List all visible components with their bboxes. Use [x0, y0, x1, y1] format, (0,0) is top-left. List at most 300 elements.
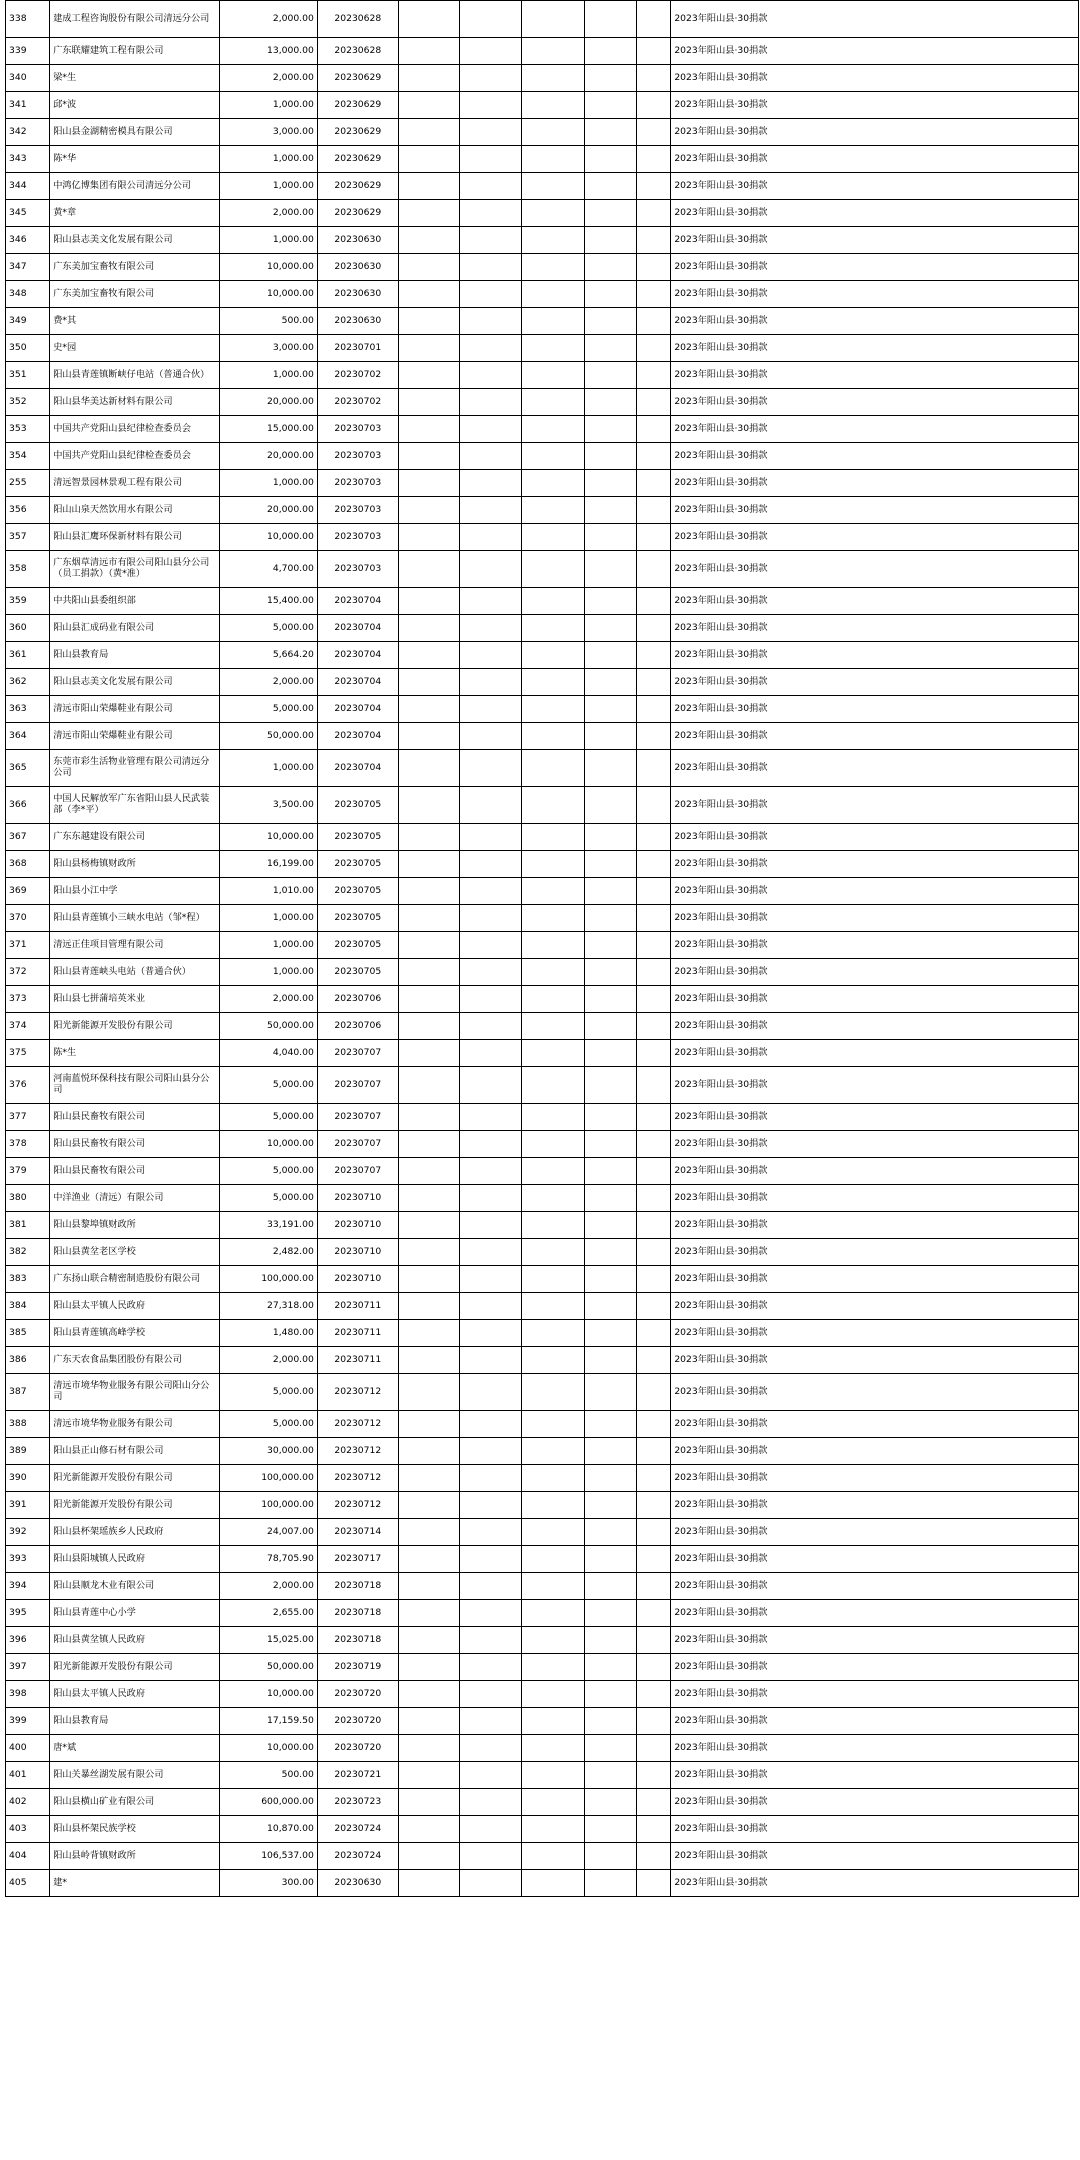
cell-note[interactable]: 2023年阳山县·30捐款	[671, 254, 1079, 281]
cell-blank-i[interactable]	[636, 1374, 670, 1411]
cell-date[interactable]: 20230707	[317, 1040, 398, 1067]
cell-donor-name[interactable]: 阳山县青莲镇高峰学校	[50, 1320, 219, 1347]
cell-blank-g[interactable]	[521, 119, 585, 146]
cell-blank-g[interactable]	[521, 1762, 585, 1789]
cell-blank-e[interactable]	[398, 1654, 459, 1681]
cell-donor-name[interactable]: 阳山县民畜牧有限公司	[50, 1131, 219, 1158]
table-row[interactable]	[6, 146, 1079, 173]
table-row[interactable]	[6, 362, 1079, 389]
cell-date[interactable]: 20230712	[317, 1465, 398, 1492]
cell-index[interactable]: 404	[6, 1843, 50, 1870]
cell-amount[interactable]: 5,000.00	[219, 1067, 317, 1104]
cell-amount[interactable]: 50,000.00	[219, 723, 317, 750]
cell-donor-name[interactable]: 阳山县小江中学	[50, 878, 219, 905]
cell-date[interactable]: 20230710	[317, 1266, 398, 1293]
cell-donor-name[interactable]: 阳山县志美文化发展有限公司	[50, 669, 219, 696]
table-row[interactable]	[6, 38, 1079, 65]
cell-blank-i[interactable]	[636, 1492, 670, 1519]
cell-blank-g[interactable]	[521, 1735, 585, 1762]
cell-blank-f[interactable]	[460, 1654, 521, 1681]
cell-blank-i[interactable]	[636, 1438, 670, 1465]
cell-donor-name[interactable]: 阳光新能源开发股份有限公司	[50, 1492, 219, 1519]
cell-blank-g[interactable]	[521, 1627, 585, 1654]
cell-blank-e[interactable]	[398, 1, 459, 38]
table-row[interactable]	[6, 1131, 1079, 1158]
cell-index[interactable]: 350	[6, 335, 50, 362]
cell-blank-g[interactable]	[521, 200, 585, 227]
cell-index[interactable]: 353	[6, 416, 50, 443]
cell-blank-g[interactable]	[521, 146, 585, 173]
cell-amount[interactable]: 17,159.50	[219, 1708, 317, 1735]
table-row[interactable]	[6, 1492, 1079, 1519]
cell-donor-name[interactable]: 阳山县志美文化发展有限公司	[50, 227, 219, 254]
table-row[interactable]	[6, 308, 1079, 335]
table-row[interactable]	[6, 470, 1079, 497]
table-row[interactable]	[6, 443, 1079, 470]
cell-donor-name[interactable]: 阳光新能源开发股份有限公司	[50, 1654, 219, 1681]
cell-index[interactable]: 371	[6, 932, 50, 959]
cell-blank-i[interactable]	[636, 1708, 670, 1735]
cell-blank-e[interactable]	[398, 416, 459, 443]
cell-donor-name[interactable]: 阳山山泉天然饮用水有限公司	[50, 497, 219, 524]
cell-note[interactable]: 2023年阳山县·30捐款	[671, 92, 1079, 119]
cell-blank-h[interactable]	[585, 1013, 637, 1040]
cell-blank-e[interactable]	[398, 1465, 459, 1492]
cell-date[interactable]: 20230712	[317, 1374, 398, 1411]
cell-index[interactable]: 383	[6, 1266, 50, 1293]
cell-blank-f[interactable]	[460, 1870, 521, 1897]
cell-date[interactable]: 20230718	[317, 1627, 398, 1654]
cell-blank-i[interactable]	[636, 642, 670, 669]
cell-blank-i[interactable]	[636, 200, 670, 227]
cell-blank-e[interactable]	[398, 615, 459, 642]
cell-blank-g[interactable]	[521, 92, 585, 119]
cell-blank-g[interactable]	[521, 1492, 585, 1519]
cell-note[interactable]: 2023年阳山县·30捐款	[671, 335, 1079, 362]
cell-blank-i[interactable]	[636, 335, 670, 362]
cell-blank-i[interactable]	[636, 389, 670, 416]
cell-blank-g[interactable]	[521, 470, 585, 497]
cell-index[interactable]: 349	[6, 308, 50, 335]
cell-date[interactable]: 20230705	[317, 787, 398, 824]
cell-donor-name[interactable]: 东莞市彩生活物业管理有限公司清远分公司	[50, 750, 219, 787]
cell-note[interactable]: 2023年阳山县·30捐款	[671, 1266, 1079, 1293]
cell-blank-e[interactable]	[398, 878, 459, 905]
cell-blank-f[interactable]	[460, 723, 521, 750]
cell-blank-f[interactable]	[460, 1131, 521, 1158]
cell-donor-name[interactable]: 唐*斌	[50, 1735, 219, 1762]
cell-note[interactable]: 2023年阳山县·30捐款	[671, 1546, 1079, 1573]
cell-blank-e[interactable]	[398, 1681, 459, 1708]
cell-date[interactable]: 20230717	[317, 1546, 398, 1573]
cell-blank-f[interactable]	[460, 524, 521, 551]
table-row[interactable]	[6, 551, 1079, 588]
cell-blank-h[interactable]	[585, 905, 637, 932]
cell-blank-f[interactable]	[460, 1212, 521, 1239]
cell-blank-h[interactable]	[585, 1735, 637, 1762]
cell-blank-h[interactable]	[585, 642, 637, 669]
cell-note[interactable]: 2023年阳山县·30捐款	[671, 65, 1079, 92]
cell-blank-h[interactable]	[585, 1067, 637, 1104]
table-row[interactable]	[6, 1067, 1079, 1104]
cell-blank-e[interactable]	[398, 92, 459, 119]
cell-index[interactable]: 399	[6, 1708, 50, 1735]
cell-blank-f[interactable]	[460, 173, 521, 200]
cell-blank-i[interactable]	[636, 1843, 670, 1870]
table-row[interactable]	[6, 615, 1079, 642]
cell-blank-g[interactable]	[521, 787, 585, 824]
cell-blank-g[interactable]	[521, 723, 585, 750]
cell-amount[interactable]: 5,000.00	[219, 696, 317, 723]
cell-donor-name[interactable]: 邱*波	[50, 92, 219, 119]
table-row[interactable]	[6, 905, 1079, 932]
cell-amount[interactable]: 24,007.00	[219, 1519, 317, 1546]
cell-date[interactable]: 20230703	[317, 443, 398, 470]
table-row[interactable]	[6, 1239, 1079, 1266]
cell-donor-name[interactable]: 清远正佳项目管理有限公司	[50, 932, 219, 959]
cell-blank-h[interactable]	[585, 1870, 637, 1897]
cell-blank-h[interactable]	[585, 92, 637, 119]
cell-index[interactable]: 367	[6, 824, 50, 851]
cell-blank-h[interactable]	[585, 416, 637, 443]
cell-amount[interactable]: 5,000.00	[219, 1374, 317, 1411]
cell-blank-g[interactable]	[521, 932, 585, 959]
cell-date[interactable]: 20230703	[317, 470, 398, 497]
cell-blank-g[interactable]	[521, 1212, 585, 1239]
cell-date[interactable]: 20230724	[317, 1843, 398, 1870]
cell-blank-h[interactable]	[585, 524, 637, 551]
cell-note[interactable]: 2023年阳山县·30捐款	[671, 362, 1079, 389]
cell-date[interactable]: 20230704	[317, 642, 398, 669]
cell-blank-h[interactable]	[585, 308, 637, 335]
cell-blank-f[interactable]	[460, 416, 521, 443]
cell-index[interactable]: 338	[6, 1, 50, 38]
cell-blank-e[interactable]	[398, 389, 459, 416]
cell-blank-h[interactable]	[585, 1492, 637, 1519]
cell-blank-i[interactable]	[636, 1654, 670, 1681]
cell-blank-e[interactable]	[398, 1040, 459, 1067]
cell-donor-name[interactable]: 广东美加宝畜牧有限公司	[50, 254, 219, 281]
cell-donor-name[interactable]: 史*园	[50, 335, 219, 362]
cell-blank-e[interactable]	[398, 470, 459, 497]
cell-blank-e[interactable]	[398, 1347, 459, 1374]
table-row[interactable]	[6, 416, 1079, 443]
table-row[interactable]	[6, 1816, 1079, 1843]
cell-blank-f[interactable]	[460, 200, 521, 227]
cell-blank-h[interactable]	[585, 551, 637, 588]
cell-donor-name[interactable]: 阳山县岭背镇财政所	[50, 1843, 219, 1870]
cell-index[interactable]: 380	[6, 1185, 50, 1212]
table-row[interactable]	[6, 696, 1079, 723]
cell-date[interactable]: 20230628	[317, 1, 398, 38]
cell-note[interactable]: 2023年阳山县·30捐款	[671, 416, 1079, 443]
cell-note[interactable]: 2023年阳山县·30捐款	[671, 1104, 1079, 1131]
cell-date[interactable]: 20230705	[317, 959, 398, 986]
cell-amount[interactable]: 5,000.00	[219, 1411, 317, 1438]
cell-amount[interactable]: 20,000.00	[219, 497, 317, 524]
cell-amount[interactable]: 10,000.00	[219, 524, 317, 551]
cell-amount[interactable]: 10,000.00	[219, 1681, 317, 1708]
cell-blank-g[interactable]	[521, 1708, 585, 1735]
cell-amount[interactable]: 2,000.00	[219, 1347, 317, 1374]
cell-blank-h[interactable]	[585, 1681, 637, 1708]
cell-date[interactable]: 20230629	[317, 146, 398, 173]
cell-blank-f[interactable]	[460, 1013, 521, 1040]
cell-donor-name[interactable]: 河南蓝悦环保科技有限公司阳山县分公司	[50, 1067, 219, 1104]
cell-amount[interactable]: 10,870.00	[219, 1816, 317, 1843]
cell-blank-i[interactable]	[636, 1104, 670, 1131]
cell-note[interactable]: 2023年阳山县·30捐款	[671, 1654, 1079, 1681]
cell-blank-i[interactable]	[636, 932, 670, 959]
cell-date[interactable]: 20230718	[317, 1573, 398, 1600]
cell-amount[interactable]: 1,000.00	[219, 470, 317, 497]
cell-blank-i[interactable]	[636, 986, 670, 1013]
cell-blank-f[interactable]	[460, 959, 521, 986]
cell-index[interactable]: 395	[6, 1600, 50, 1627]
cell-amount[interactable]: 50,000.00	[219, 1654, 317, 1681]
cell-blank-g[interactable]	[521, 1104, 585, 1131]
cell-blank-h[interactable]	[585, 335, 637, 362]
cell-index[interactable]: 390	[6, 1465, 50, 1492]
cell-date[interactable]: 20230718	[317, 1600, 398, 1627]
cell-index[interactable]: 366	[6, 787, 50, 824]
cell-donor-name[interactable]: 阳山县顺龙木业有限公司	[50, 1573, 219, 1600]
cell-date[interactable]: 20230704	[317, 588, 398, 615]
cell-donor-name[interactable]: 中国人民解放军广东省阳山县人民武装部（李*平）	[50, 787, 219, 824]
cell-note[interactable]: 2023年阳山县·30捐款	[671, 1293, 1079, 1320]
cell-blank-f[interactable]	[460, 1843, 521, 1870]
cell-donor-name[interactable]: 阳山县阳城镇人民政府	[50, 1546, 219, 1573]
cell-index[interactable]: 341	[6, 92, 50, 119]
cell-note[interactable]: 2023年阳山县·30捐款	[671, 1131, 1079, 1158]
cell-note[interactable]: 2023年阳山县·30捐款	[671, 1573, 1079, 1600]
cell-blank-i[interactable]	[636, 905, 670, 932]
cell-amount[interactable]: 2,482.00	[219, 1239, 317, 1266]
cell-amount[interactable]: 15,025.00	[219, 1627, 317, 1654]
cell-blank-g[interactable]	[521, 1870, 585, 1897]
table-row[interactable]	[6, 669, 1079, 696]
cell-blank-e[interactable]	[398, 787, 459, 824]
cell-note[interactable]: 2023年阳山县·30捐款	[671, 824, 1079, 851]
cell-blank-e[interactable]	[398, 905, 459, 932]
table-row[interactable]	[6, 1762, 1079, 1789]
cell-blank-f[interactable]	[460, 1158, 521, 1185]
cell-amount[interactable]: 2,000.00	[219, 986, 317, 1013]
cell-blank-h[interactable]	[585, 750, 637, 787]
cell-blank-e[interactable]	[398, 696, 459, 723]
cell-blank-e[interactable]	[398, 1293, 459, 1320]
cell-index[interactable]: 351	[6, 362, 50, 389]
cell-index[interactable]: 343	[6, 146, 50, 173]
cell-blank-e[interactable]	[398, 524, 459, 551]
cell-date[interactable]: 20230714	[317, 1519, 398, 1546]
cell-blank-h[interactable]	[585, 65, 637, 92]
cell-amount[interactable]: 5,000.00	[219, 615, 317, 642]
table-row[interactable]	[6, 851, 1079, 878]
table-row[interactable]	[6, 1735, 1079, 1762]
cell-blank-g[interactable]	[521, 696, 585, 723]
cell-blank-g[interactable]	[521, 1239, 585, 1266]
cell-blank-g[interactable]	[521, 1266, 585, 1293]
cell-date[interactable]: 20230630	[317, 227, 398, 254]
cell-blank-i[interactable]	[636, 497, 670, 524]
table-row[interactable]	[6, 1789, 1079, 1816]
cell-date[interactable]: 20230703	[317, 416, 398, 443]
cell-blank-f[interactable]	[460, 1816, 521, 1843]
cell-blank-h[interactable]	[585, 615, 637, 642]
cell-blank-i[interactable]	[636, 524, 670, 551]
table-row[interactable]	[6, 1600, 1079, 1627]
cell-donor-name[interactable]: 清远智景园林景观工程有限公司	[50, 470, 219, 497]
cell-donor-name[interactable]: 阳山县黄坌镇人民政府	[50, 1627, 219, 1654]
cell-blank-f[interactable]	[460, 1573, 521, 1600]
cell-date[interactable]: 20230710	[317, 1212, 398, 1239]
cell-amount[interactable]: 1,000.00	[219, 362, 317, 389]
cell-index[interactable]: 363	[6, 696, 50, 723]
cell-blank-i[interactable]	[636, 308, 670, 335]
table-row[interactable]	[6, 281, 1079, 308]
cell-amount[interactable]: 500.00	[219, 1762, 317, 1789]
cell-note[interactable]: 2023年阳山县·30捐款	[671, 470, 1079, 497]
cell-blank-i[interactable]	[636, 1546, 670, 1573]
cell-blank-g[interactable]	[521, 1654, 585, 1681]
cell-blank-h[interactable]	[585, 1040, 637, 1067]
cell-blank-g[interactable]	[521, 443, 585, 470]
cell-blank-g[interactable]	[521, 227, 585, 254]
cell-blank-f[interactable]	[460, 588, 521, 615]
table-row[interactable]	[6, 1465, 1079, 1492]
table-row[interactable]	[6, 1654, 1079, 1681]
cell-blank-g[interactable]	[521, 65, 585, 92]
cell-blank-e[interactable]	[398, 1627, 459, 1654]
cell-index[interactable]: 405	[6, 1870, 50, 1897]
cell-blank-h[interactable]	[585, 1573, 637, 1600]
cell-donor-name[interactable]: 阳山县杯架民族学校	[50, 1816, 219, 1843]
cell-blank-g[interactable]	[521, 524, 585, 551]
cell-amount[interactable]: 1,000.00	[219, 932, 317, 959]
cell-amount[interactable]: 1,000.00	[219, 750, 317, 787]
cell-blank-e[interactable]	[398, 1374, 459, 1411]
cell-blank-f[interactable]	[460, 335, 521, 362]
cell-blank-g[interactable]	[521, 588, 585, 615]
cell-blank-g[interactable]	[521, 1843, 585, 1870]
cell-note[interactable]: 2023年阳山县·30捐款	[671, 986, 1079, 1013]
cell-blank-f[interactable]	[460, 1438, 521, 1465]
cell-amount[interactable]: 2,000.00	[219, 1, 317, 38]
cell-blank-e[interactable]	[398, 1013, 459, 1040]
table-row[interactable]	[6, 1681, 1079, 1708]
cell-donor-name[interactable]: 阳山县杨梅镇财政所	[50, 851, 219, 878]
cell-blank-i[interactable]	[636, 1600, 670, 1627]
cell-index[interactable]: 398	[6, 1681, 50, 1708]
cell-blank-i[interactable]	[636, 1040, 670, 1067]
cell-date[interactable]: 20230705	[317, 905, 398, 932]
cell-index[interactable]: 358	[6, 551, 50, 588]
cell-blank-e[interactable]	[398, 824, 459, 851]
cell-donor-name[interactable]: 阳山县太平镇人民政府	[50, 1681, 219, 1708]
cell-blank-i[interactable]	[636, 470, 670, 497]
cell-donor-name[interactable]: 中国共产党阳山县纪律检查委员会	[50, 443, 219, 470]
cell-blank-g[interactable]	[521, 986, 585, 1013]
cell-amount[interactable]: 1,000.00	[219, 92, 317, 119]
cell-index[interactable]: 362	[6, 669, 50, 696]
cell-date[interactable]: 20230630	[317, 308, 398, 335]
cell-index[interactable]: 392	[6, 1519, 50, 1546]
cell-blank-h[interactable]	[585, 38, 637, 65]
cell-blank-e[interactable]	[398, 227, 459, 254]
cell-blank-f[interactable]	[460, 497, 521, 524]
cell-date[interactable]: 20230704	[317, 750, 398, 787]
table-row[interactable]	[6, 1, 1079, 38]
table-row[interactable]	[6, 986, 1079, 1013]
cell-amount[interactable]: 10,000.00	[219, 254, 317, 281]
cell-amount[interactable]: 10,000.00	[219, 824, 317, 851]
cell-blank-e[interactable]	[398, 362, 459, 389]
cell-amount[interactable]: 2,000.00	[219, 669, 317, 696]
cell-note[interactable]: 2023年阳山县·30捐款	[671, 1239, 1079, 1266]
cell-amount[interactable]: 1,000.00	[219, 173, 317, 200]
cell-donor-name[interactable]: 阳山县金湖精密模具有限公司	[50, 119, 219, 146]
cell-note[interactable]: 2023年阳山县·30捐款	[671, 787, 1079, 824]
cell-donor-name[interactable]: 阳山县七拼蒲培英米业	[50, 986, 219, 1013]
cell-blank-e[interactable]	[398, 1735, 459, 1762]
cell-blank-e[interactable]	[398, 750, 459, 787]
cell-donor-name[interactable]: 阳山县黎埠镇财政所	[50, 1212, 219, 1239]
cell-note[interactable]: 2023年阳山县·30捐款	[671, 146, 1079, 173]
cell-blank-e[interactable]	[398, 1212, 459, 1239]
cell-date[interactable]: 20230630	[317, 1870, 398, 1897]
cell-blank-f[interactable]	[460, 669, 521, 696]
cell-amount[interactable]: 1,000.00	[219, 227, 317, 254]
cell-date[interactable]: 20230720	[317, 1708, 398, 1735]
cell-blank-g[interactable]	[521, 750, 585, 787]
cell-amount[interactable]: 5,000.00	[219, 1158, 317, 1185]
cell-note[interactable]: 2023年阳山县·30捐款	[671, 227, 1079, 254]
cell-index[interactable]: 347	[6, 254, 50, 281]
cell-blank-i[interactable]	[636, 1293, 670, 1320]
cell-donor-name[interactable]: 梁*生	[50, 65, 219, 92]
cell-donor-name[interactable]: 广东美加宝畜牧有限公司	[50, 281, 219, 308]
cell-blank-i[interactable]	[636, 824, 670, 851]
cell-blank-e[interactable]	[398, 1239, 459, 1266]
cell-amount[interactable]: 500.00	[219, 308, 317, 335]
cell-date[interactable]: 20230703	[317, 551, 398, 588]
cell-blank-i[interactable]	[636, 1158, 670, 1185]
cell-blank-i[interactable]	[636, 254, 670, 281]
cell-blank-g[interactable]	[521, 416, 585, 443]
cell-amount[interactable]: 15,000.00	[219, 416, 317, 443]
cell-blank-i[interactable]	[636, 1266, 670, 1293]
cell-blank-h[interactable]	[585, 1789, 637, 1816]
cell-index[interactable]: 381	[6, 1212, 50, 1239]
cell-index[interactable]: 373	[6, 986, 50, 1013]
table-row[interactable]	[6, 389, 1079, 416]
cell-note[interactable]: 2023年阳山县·30捐款	[671, 173, 1079, 200]
table-row[interactable]	[6, 642, 1079, 669]
table-row[interactable]	[6, 723, 1079, 750]
cell-amount[interactable]: 13,000.00	[219, 38, 317, 65]
cell-amount[interactable]: 30,000.00	[219, 1438, 317, 1465]
cell-donor-name[interactable]: 阳山县太平镇人民政府	[50, 1293, 219, 1320]
cell-blank-e[interactable]	[398, 1411, 459, 1438]
cell-blank-i[interactable]	[636, 588, 670, 615]
cell-blank-i[interactable]	[636, 615, 670, 642]
cell-date[interactable]: 20230711	[317, 1293, 398, 1320]
cell-note[interactable]: 2023年阳山县·30捐款	[671, 588, 1079, 615]
cell-blank-e[interactable]	[398, 497, 459, 524]
cell-index[interactable]: 360	[6, 615, 50, 642]
cell-blank-f[interactable]	[460, 878, 521, 905]
